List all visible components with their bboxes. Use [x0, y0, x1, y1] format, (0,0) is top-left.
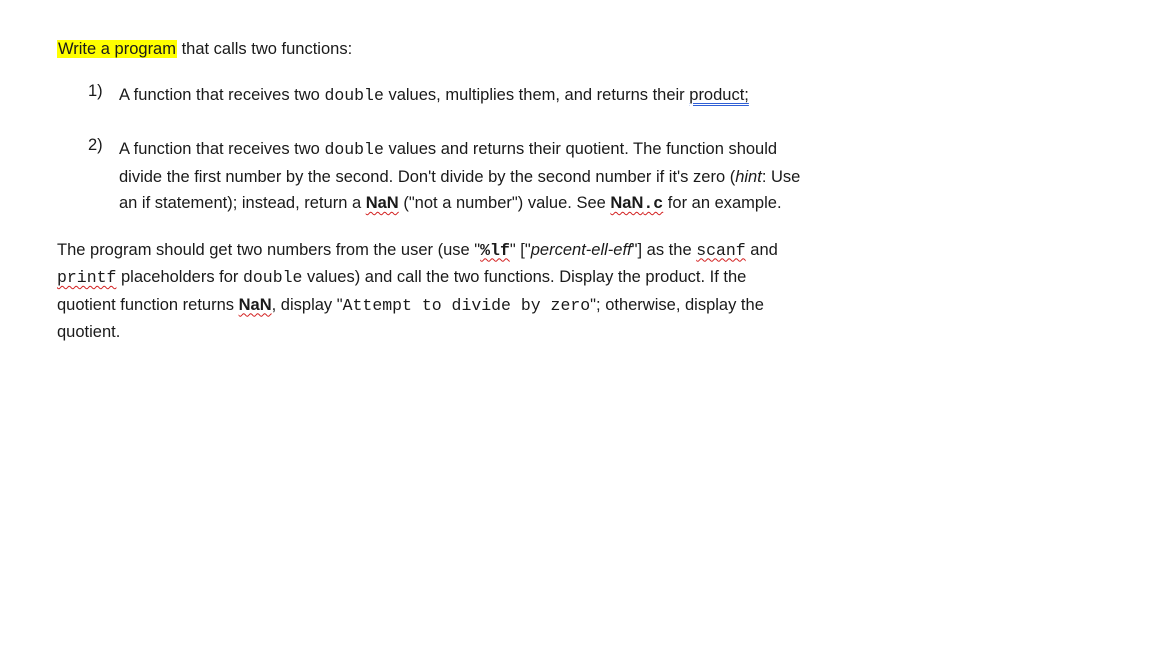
code-double: double	[324, 140, 384, 159]
code-double: double	[324, 85, 384, 105]
text-run: placeholders for	[116, 268, 243, 286]
code-double: double	[243, 268, 303, 287]
text-run: and	[745, 240, 778, 259]
text-run: an if statement); instead, return a	[119, 194, 366, 212]
text-run: ("not a number") value. See	[398, 194, 611, 212]
nan-file-extension: .c	[643, 194, 664, 213]
code-scanf: scanf	[696, 240, 746, 260]
italic-pronunciation: percent-ell-eff	[530, 240, 632, 259]
paragraph-line	[57, 319, 877, 346]
list-item-line	[119, 164, 877, 191]
list-item-line	[119, 190, 877, 218]
paragraph-line	[57, 264, 877, 292]
intro-text: that calls two functions:	[176, 40, 353, 58]
text-run: values, multiplies them, and returns their	[383, 85, 690, 104]
nan-bold: NaN	[238, 295, 272, 314]
document-body	[57, 36, 877, 346]
list-item	[57, 82, 877, 110]
text-run: for an example.	[663, 194, 782, 212]
program-paragraph	[57, 237, 877, 346]
paragraph-line	[57, 292, 877, 320]
text-run: "; otherwise, display the	[590, 295, 764, 314]
list-number: 1)	[88, 81, 103, 100]
text-run: : Use	[761, 167, 801, 186]
hint-italic: hint	[735, 167, 762, 186]
text-run: quotient.	[57, 323, 121, 341]
intro-paragraph	[57, 36, 877, 63]
list-item-line	[119, 136, 877, 164]
text-run: quotient function returns	[57, 295, 239, 314]
text-run: divide the first number by the second. Don't divide by the second number if it's zero (	[119, 167, 736, 186]
list-number: 2)	[88, 136, 103, 154]
text-run: The program should get two numbers from the user (use "	[57, 240, 481, 259]
text-run: "] as the	[631, 240, 697, 259]
text-run: " ["	[509, 240, 531, 259]
text-run: A function that receives two	[119, 140, 325, 158]
text-run: A function that receives two	[119, 85, 325, 104]
highlighted-text: Write a program	[58, 40, 176, 58]
list-item	[57, 136, 877, 218]
code-printf: printf	[57, 268, 117, 287]
code-lf: %lf	[480, 240, 510, 260]
text-run: , display "	[271, 295, 343, 314]
numbered-list	[57, 82, 877, 218]
list-item-line	[119, 82, 877, 110]
nan-bold: NaN	[365, 194, 399, 212]
paragraph-line	[57, 237, 877, 265]
text-run: values and returns their quotient. The function should	[383, 140, 778, 158]
nan-file-name: NaN	[610, 194, 644, 212]
text-run: values) and call the two functions. Display the product. If the	[302, 268, 747, 286]
code-error-message: Attempt to divide by zero	[342, 295, 591, 315]
grammar-flagged-word: product;	[689, 85, 749, 104]
